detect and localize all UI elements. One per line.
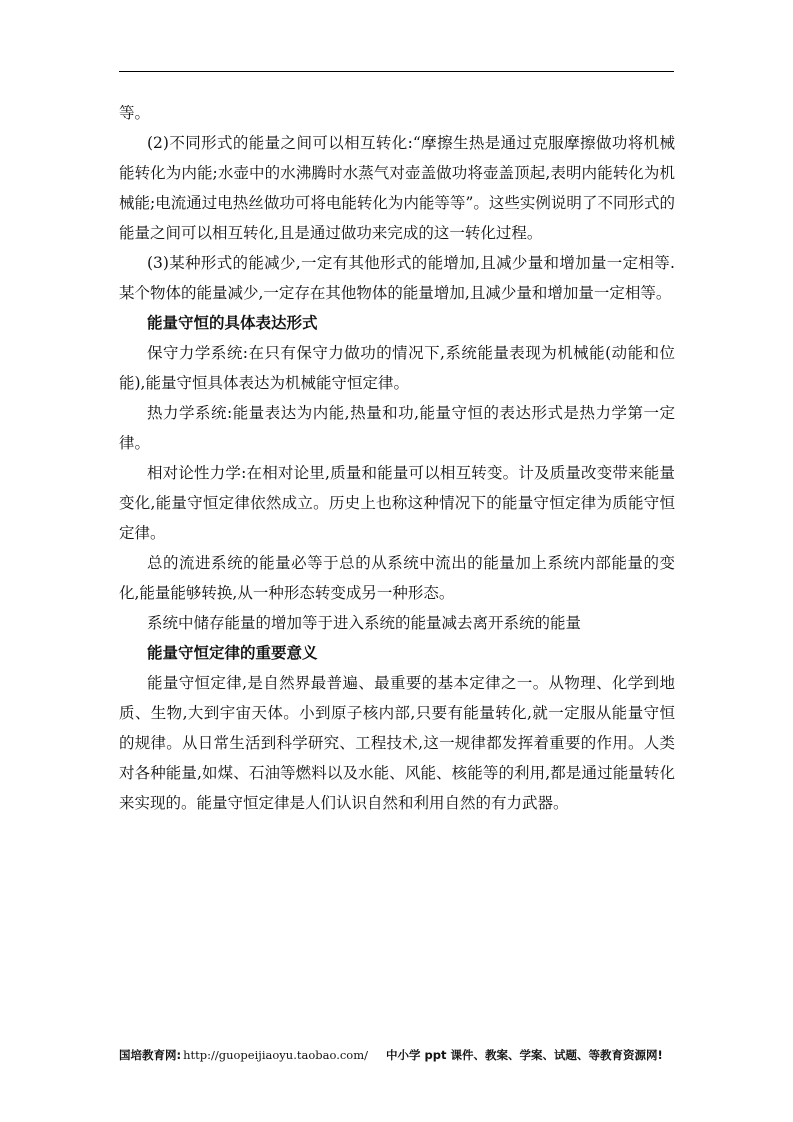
section-heading: 能量守恒定律的重要意义 bbox=[147, 644, 318, 662]
paragraph: 热力学系统:能量表达为内能,热量和功,能量守恒的表达形式是热力学第一定律。 bbox=[119, 404, 675, 452]
paragraph: 相对论性力学:在相对论里,质量和能量可以相互转变。计及质量改变带来能量变化,能量守恒定律依然成立。历史上也称这种情况下的能量守恒定律为质能守恒定律。 bbox=[119, 464, 675, 542]
paragraph: 能量守恒定律,是自然界最普遍、最重要的基本定律之一。从物理、化学到地质、生物,大到宇宙天体。小到原子核内部,只要有能量转化,就一定服从能量守恒的规律。从日常生活到科学研究、工程技术,这一规律都发挥着重要的作用。人类对各种能量,如煤、石油等燃料以及水能、风能、核能等的利用,都是通过能量转化来实现的。能量守恒定律是人们认识自然和利用自然的有力武器。 bbox=[119, 674, 675, 812]
footer-site-label: 国培教育网: bbox=[119, 1048, 182, 1062]
paragraph: 保守力学系统:在只有保守力做功的情况下,系统能量表现为机械能(动能和位能),能量守恒具体表达为机械能守恒定律。 bbox=[119, 344, 675, 392]
section-heading: 能量守恒的具体表达形式 bbox=[147, 314, 318, 332]
footer-url-link[interactable]: http://guopeijiaoyu.taobao.com/ bbox=[183, 1048, 369, 1062]
document-body bbox=[119, 98, 675, 818]
header-rule bbox=[119, 71, 674, 72]
paragraph: 总的流进系统的能量必等于总的从系统中流出的能量加上系统内部能量的变化,能量能够转换,从一种形态转变成另一种形态。 bbox=[119, 554, 675, 602]
paragraph: (3)某种形式的能减少,一定有其他形式的能增加,且减少量和增加量一定相等.某个物体的能量减少,一定存在其他物体的能量增加,且减少量和增加量一定相等。 bbox=[119, 254, 675, 302]
page-footer bbox=[119, 1047, 679, 1063]
paragraph: (2)不同形式的能量之间可以相互转化:“摩擦生热是通过克服摩擦做功将机械能转化为内能;水壶中的水沸腾时水蒸气对壶盖做功将壶盖顶起,表明内能转化为机械能;电流通过电热丝做功可将电能转化为内能等等”。这些实例说明了不同形式的能量之间可以相互转化,且是通过做功来完成的这一转化过程。 bbox=[119, 134, 675, 242]
paragraph: 等。 bbox=[119, 104, 151, 122]
footer-slogan: 中小学 ppt 课件、教案、学案、试题、等教育资源网! bbox=[386, 1048, 663, 1062]
paragraph: 系统中储存能量的增加等于进入系统的能量减去离开系统的能量 bbox=[147, 614, 582, 632]
